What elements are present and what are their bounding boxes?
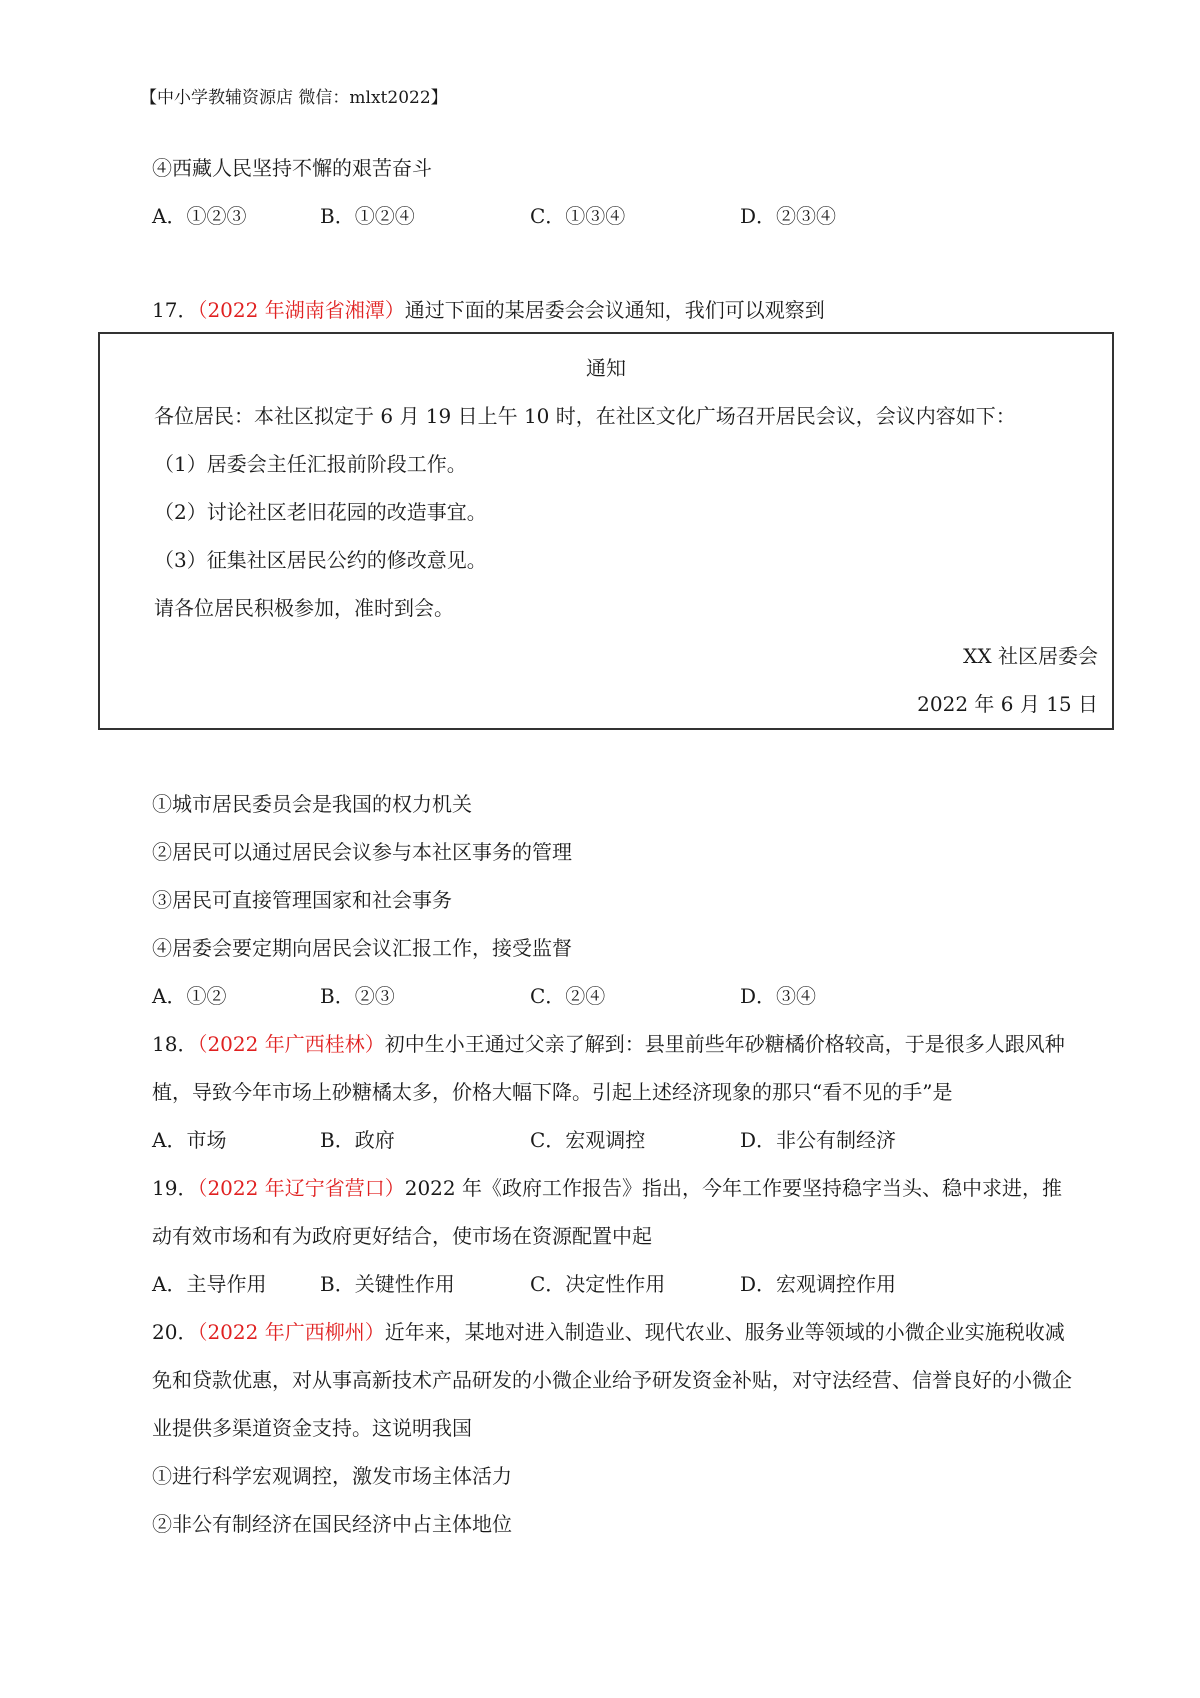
q18-option-d[interactable]: D．非公有制经济 [740,1128,897,1152]
q19-number: 19． [152,1176,198,1200]
q16-option-c[interactable]: C．①③④ [530,204,626,228]
q17-statement-1: ①城市居民委员会是我国的权力机关 [152,792,472,816]
q20-stem-line-3: 业提供多渠道资金支持。这说明我国 [152,1416,472,1440]
q16-statement-4: ④西藏人民坚持不懈的艰苦奋斗 [152,156,432,180]
q19-option-c[interactable]: C．决定性作用 [530,1272,666,1296]
q17-option-c[interactable]: C．②④ [530,984,606,1008]
notice-greeting: 各位居民：本社区拟定于 6 月 19 日上午 10 时，在社区文化广场召开居民会议，会议内容如下： [154,404,1016,428]
q17-statement-2: ②居民可以通过居民会议参与本社区事务的管理 [152,840,572,864]
q20-stem-line-1 [152,1318,1065,1346]
q20-stem-text-1: 近年来，某地对进入制造业、现代农业、服务业等领域的小微企业实施税收减 [384,1320,1065,1344]
q19-source: （2022 年辽宁省营口） [197,1176,405,1200]
q19-option-a[interactable]: A．主导作用 [152,1272,267,1296]
q19-stem-text-1: 2022 年《政府工作报告》指出，今年工作要坚持稳字当头、稳中求进，推 [404,1176,1062,1200]
q17-option-a[interactable]: A．①② [152,984,227,1008]
notice-signature: XX 社区居委会 [963,644,1098,668]
q17-statement-3: ③居民可直接管理国家和社会事务 [152,888,452,912]
q18-source: （2022 年广西桂林） [197,1032,385,1056]
q17-source: （2022 年湖南省湘潭） [197,298,405,322]
notice-item-1: （1）居委会主任汇报前阶段工作。 [154,452,467,476]
notice-box [98,332,1114,730]
q16-option-d[interactable]: D．②③④ [740,204,837,228]
q17-option-b[interactable]: B．②③ [320,984,395,1008]
page-header: 【中小学教辅资源店 微信：mlxt2022】 [140,88,448,108]
q20-source: （2022 年广西柳州） [197,1320,385,1344]
q18-stem-line-2: 植，导致今年市场上砂糖橘太多，价格大幅下降。引起上述经济现象的那只“看不见的手”是 [152,1080,953,1104]
q17-option-d[interactable]: D．③④ [740,984,817,1008]
notice-date: 2022 年 6 月 15 日 [917,692,1098,716]
q20-stem-line-2: 免和贷款优惠，对从事高新技术产品研发的小微企业给予研发资金补贴，对守法经营、信誉良好的小微企 [152,1368,1072,1392]
q19-option-b[interactable]: B．关键性作用 [320,1272,455,1296]
q20-number: 20． [152,1320,198,1344]
q18-option-b[interactable]: B．政府 [320,1128,395,1152]
q18-option-a[interactable]: A．市场 [152,1128,227,1152]
q19-option-d[interactable]: D．宏观调控作用 [740,1272,897,1296]
q17-stem [152,296,825,324]
notice-item-2: （2）讨论社区老旧花园的改造事宜。 [154,500,487,524]
notice-closing: 请各位居民积极参加，准时到会。 [154,596,454,620]
q16-option-b[interactable]: B．①②④ [320,204,415,228]
q18-stem-line-1 [152,1030,1065,1058]
q18-option-c[interactable]: C．宏观调控 [530,1128,646,1152]
q17-stem-text: 通过下面的某居委会会议通知，我们可以观察到 [404,298,825,322]
q19-stem-line-1 [152,1174,1062,1202]
notice-item-3: （3）征集社区居民公约的修改意见。 [154,548,487,572]
q17-statement-4: ④居委会要定期向居民会议汇报工作，接受监督 [152,936,572,960]
notice-title: 通知 [586,356,626,380]
q16-option-a[interactable]: A．①②③ [152,204,247,228]
q20-statement-1: ①进行科学宏观调控，激发市场主体活力 [152,1464,512,1488]
q17-number: 17． [152,298,198,322]
q18-stem-text-1: 初中生小王通过父亲了解到：县里前些年砂糖橘价格较高，于是很多人跟风种 [384,1032,1065,1056]
q18-number: 18． [152,1032,198,1056]
q19-stem-line-2: 动有效市场和有为政府更好结合，使市场在资源配置中起 [152,1224,652,1248]
q20-statement-2: ②非公有制经济在国民经济中占主体地位 [152,1512,512,1536]
